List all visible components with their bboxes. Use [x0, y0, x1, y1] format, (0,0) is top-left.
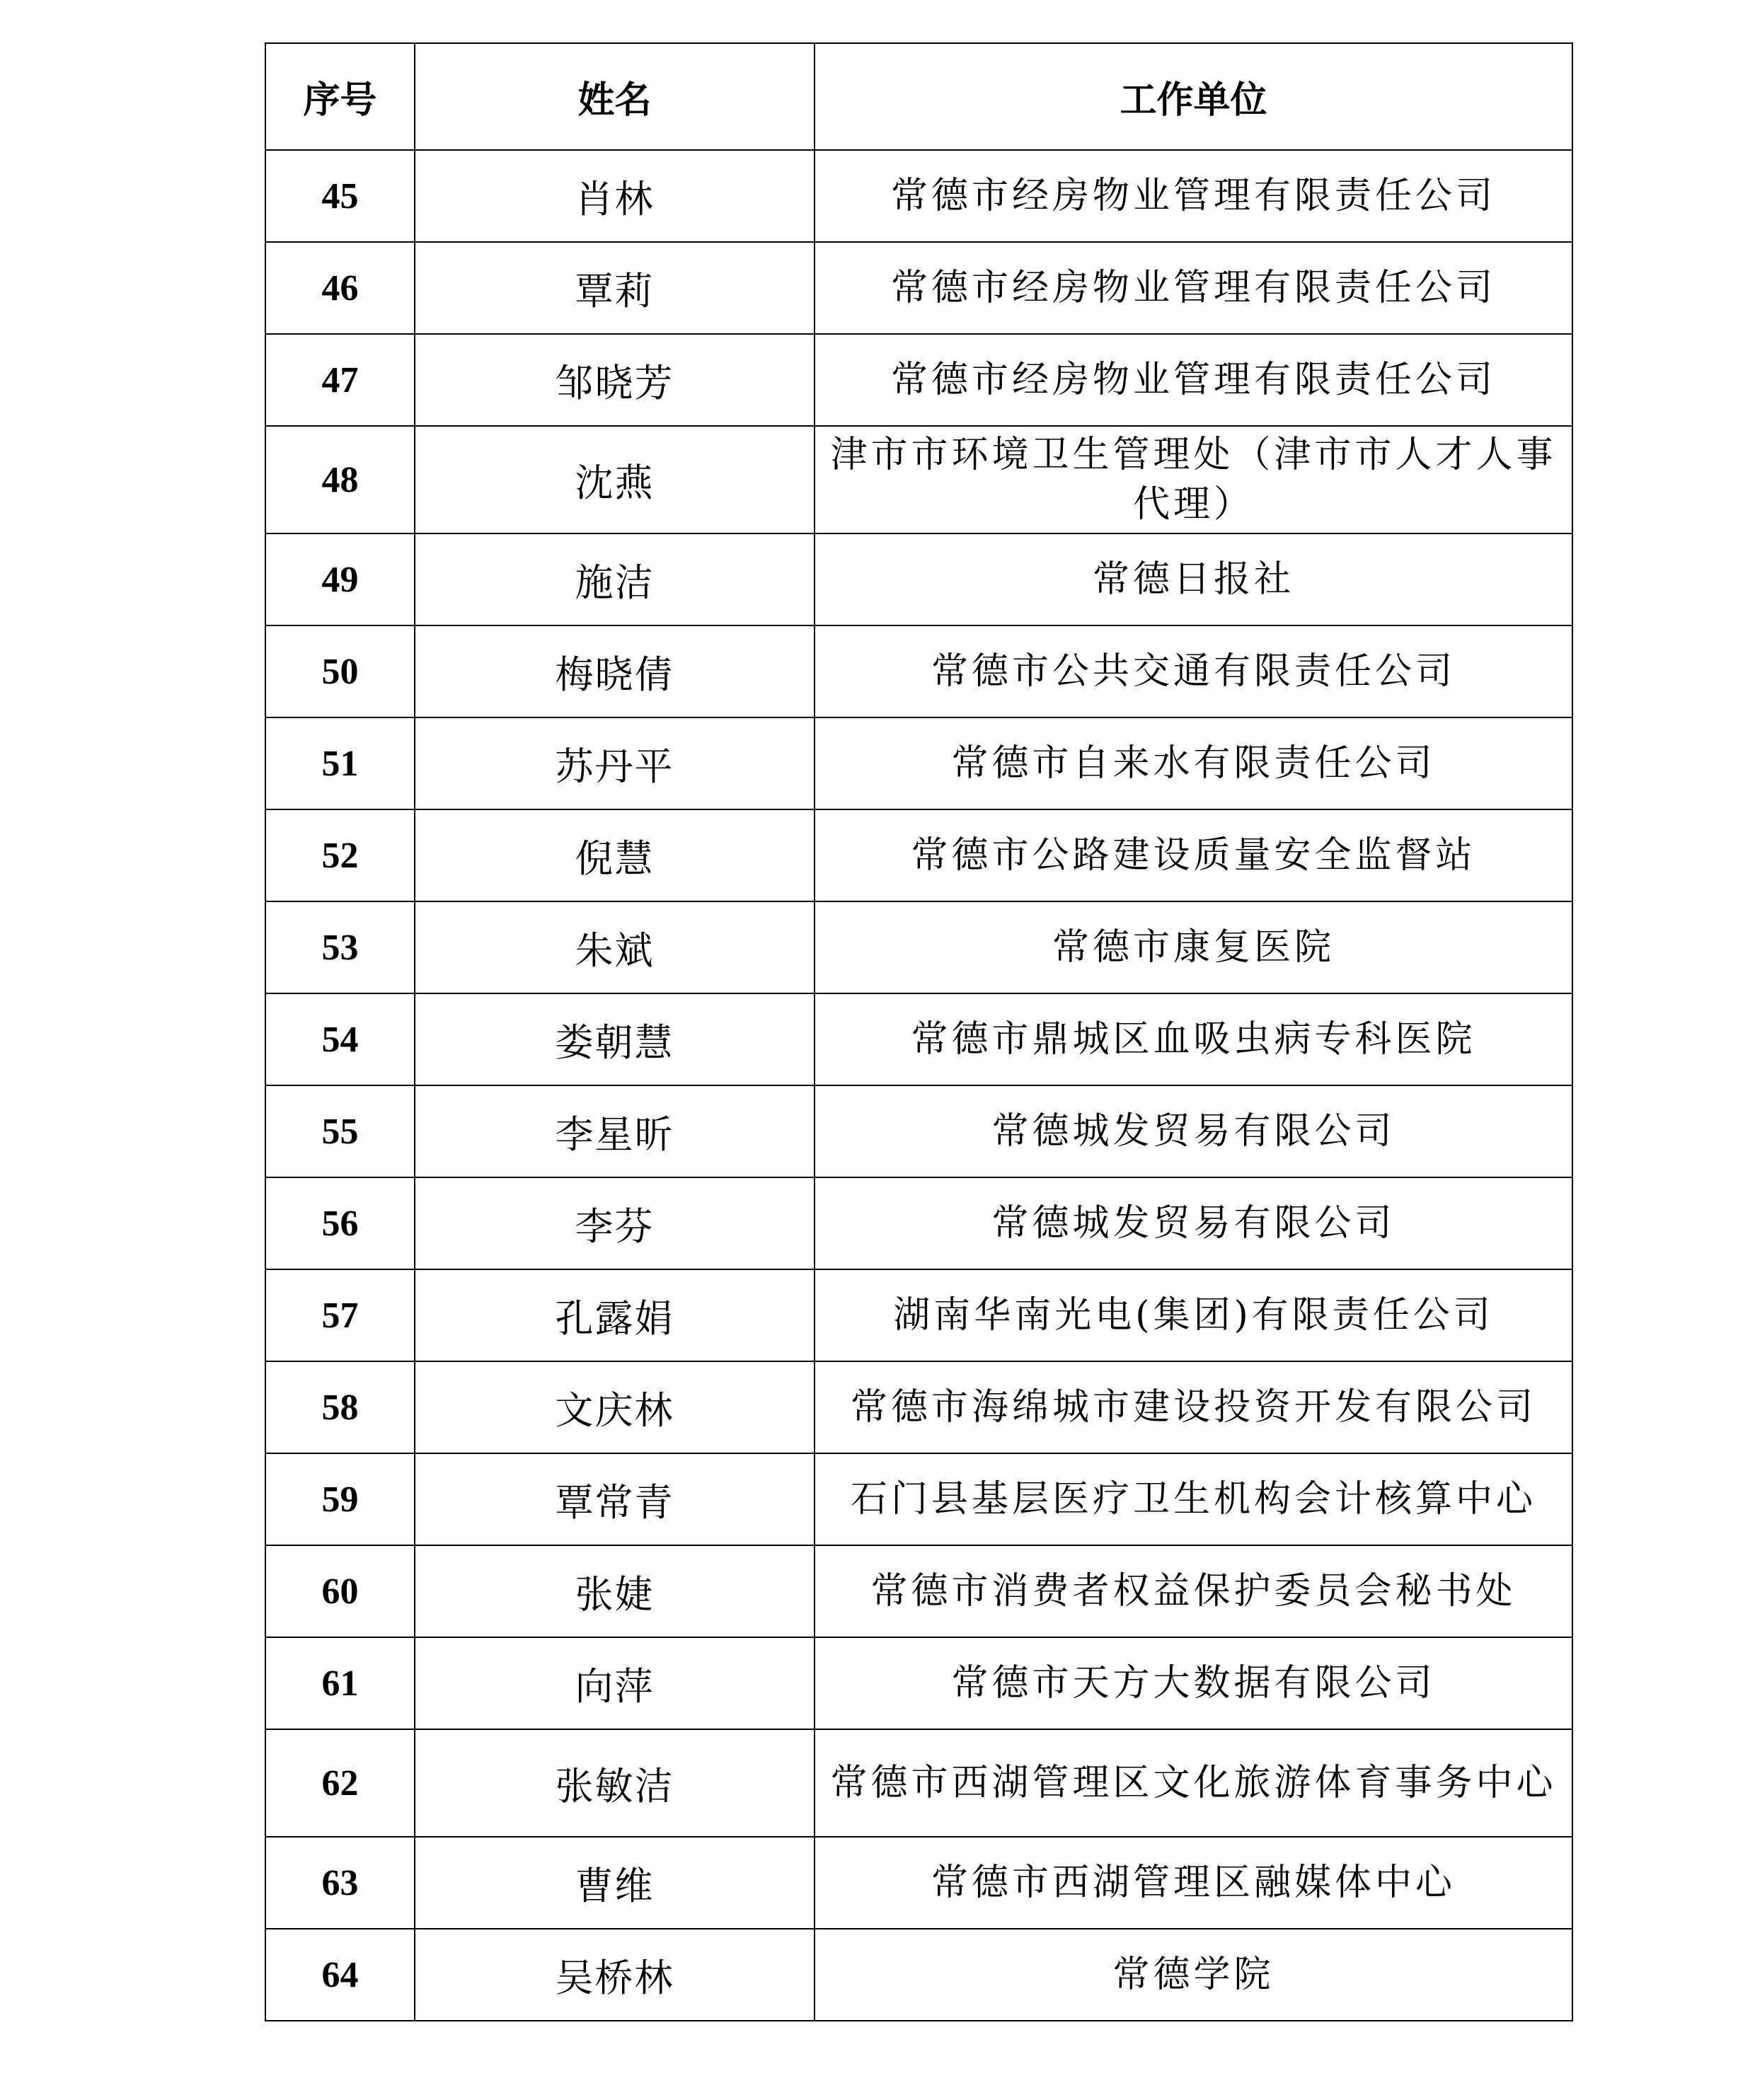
row-serial-number: 49 [265, 533, 415, 625]
row-serial-number: 61 [265, 1637, 415, 1729]
row-name: 张敏洁 [415, 1729, 815, 1837]
row-work-unit: 常德市天方大数据有限公司 [815, 1637, 1572, 1729]
row-name: 李芬 [415, 1177, 815, 1269]
row-name: 覃莉 [415, 242, 815, 334]
row-name: 张婕 [415, 1545, 815, 1637]
header-work-unit: 工作单位 [815, 43, 1572, 150]
row-name: 文庆林 [415, 1361, 815, 1453]
row-work-unit: 常德市经房物业管理有限责任公司 [815, 334, 1572, 426]
row-name: 施洁 [415, 533, 815, 625]
row-serial-number: 48 [265, 426, 415, 533]
table-row [265, 242, 1572, 334]
row-name: 李星昕 [415, 1085, 815, 1177]
table-row [265, 1729, 1572, 1837]
row-name: 曹维 [415, 1837, 815, 1929]
row-work-unit: 常德市公路建设质量安全监督站 [815, 809, 1572, 901]
row-work-unit: 常德市海绵城市建设投资开发有限公司 [815, 1361, 1572, 1453]
row-name: 沈燕 [415, 426, 815, 533]
row-serial-number: 51 [265, 717, 415, 809]
row-name: 吴桥林 [415, 1929, 815, 2021]
row-work-unit: 常德市西湖管理区文化旅游体育事务中心 [815, 1729, 1572, 1837]
row-work-unit: 常德市公共交通有限责任公司 [815, 625, 1572, 717]
row-serial-number: 62 [265, 1729, 415, 1837]
row-serial-number: 60 [265, 1545, 415, 1637]
table-row [265, 717, 1572, 809]
row-name: 覃常青 [415, 1453, 815, 1545]
table-header-row [265, 43, 1572, 150]
table-row [265, 625, 1572, 717]
row-serial-number: 45 [265, 150, 415, 242]
header-serial-number: 序号 [265, 43, 415, 150]
row-work-unit: 常德市康复医院 [815, 901, 1572, 993]
table-row [265, 1929, 1572, 2021]
row-work-unit: 常德市经房物业管理有限责任公司 [815, 242, 1572, 334]
row-work-unit: 常德市消费者权益保护委员会秘书处 [815, 1545, 1572, 1637]
row-work-unit: 常德市鼎城区血吸虫病专科医院 [815, 993, 1572, 1085]
table-row [265, 1177, 1572, 1269]
row-work-unit: 常德日报社 [815, 533, 1572, 625]
table-row [265, 1453, 1572, 1545]
table-row [265, 1361, 1572, 1453]
table-row [265, 1637, 1572, 1729]
row-serial-number: 58 [265, 1361, 415, 1453]
table-row [265, 993, 1572, 1085]
row-name: 朱斌 [415, 901, 815, 993]
row-work-unit: 津市市环境卫生管理处（津市市人才人事代理） [815, 426, 1572, 533]
row-serial-number: 47 [265, 334, 415, 426]
row-work-unit: 常德学院 [815, 1929, 1572, 2021]
row-serial-number: 54 [265, 993, 415, 1085]
row-serial-number: 64 [265, 1929, 415, 2021]
row-work-unit: 湖南华南光电(集团)有限责任公司 [815, 1269, 1572, 1361]
row-work-unit: 常德城发贸易有限公司 [815, 1085, 1572, 1177]
row-serial-number: 56 [265, 1177, 415, 1269]
row-name: 娄朝慧 [415, 993, 815, 1085]
row-name: 孔露娟 [415, 1269, 815, 1361]
table-row [265, 901, 1572, 993]
row-name: 梅晓倩 [415, 625, 815, 717]
row-name: 倪慧 [415, 809, 815, 901]
table-row [265, 334, 1572, 426]
row-serial-number: 50 [265, 625, 415, 717]
row-work-unit: 常德市经房物业管理有限责任公司 [815, 150, 1572, 242]
row-serial-number: 63 [265, 1837, 415, 1929]
row-serial-number: 52 [265, 809, 415, 901]
table-row [265, 150, 1572, 242]
table-row [265, 1269, 1572, 1361]
row-work-unit: 石门县基层医疗卫生机构会计核算中心 [815, 1453, 1572, 1545]
row-serial-number: 59 [265, 1453, 415, 1545]
row-name: 向萍 [415, 1637, 815, 1729]
table-row [265, 426, 1572, 533]
row-work-unit: 常德城发贸易有限公司 [815, 1177, 1572, 1269]
row-name: 肖林 [415, 150, 815, 242]
row-serial-number: 55 [265, 1085, 415, 1177]
row-serial-number: 53 [265, 901, 415, 993]
header-name: 姓名 [415, 43, 815, 150]
row-serial-number: 46 [265, 242, 415, 334]
table-row [265, 1545, 1572, 1637]
row-name: 邹晓芳 [415, 334, 815, 426]
row-name: 苏丹平 [415, 717, 815, 809]
table-row [265, 809, 1572, 901]
row-serial-number: 57 [265, 1269, 415, 1361]
row-work-unit: 常德市西湖管理区融媒体中心 [815, 1837, 1572, 1929]
table-row [265, 533, 1572, 625]
table-row [265, 1837, 1572, 1929]
row-work-unit: 常德市自来水有限责任公司 [815, 717, 1572, 809]
table-row [265, 1085, 1572, 1177]
roster-table [265, 42, 1573, 2021]
